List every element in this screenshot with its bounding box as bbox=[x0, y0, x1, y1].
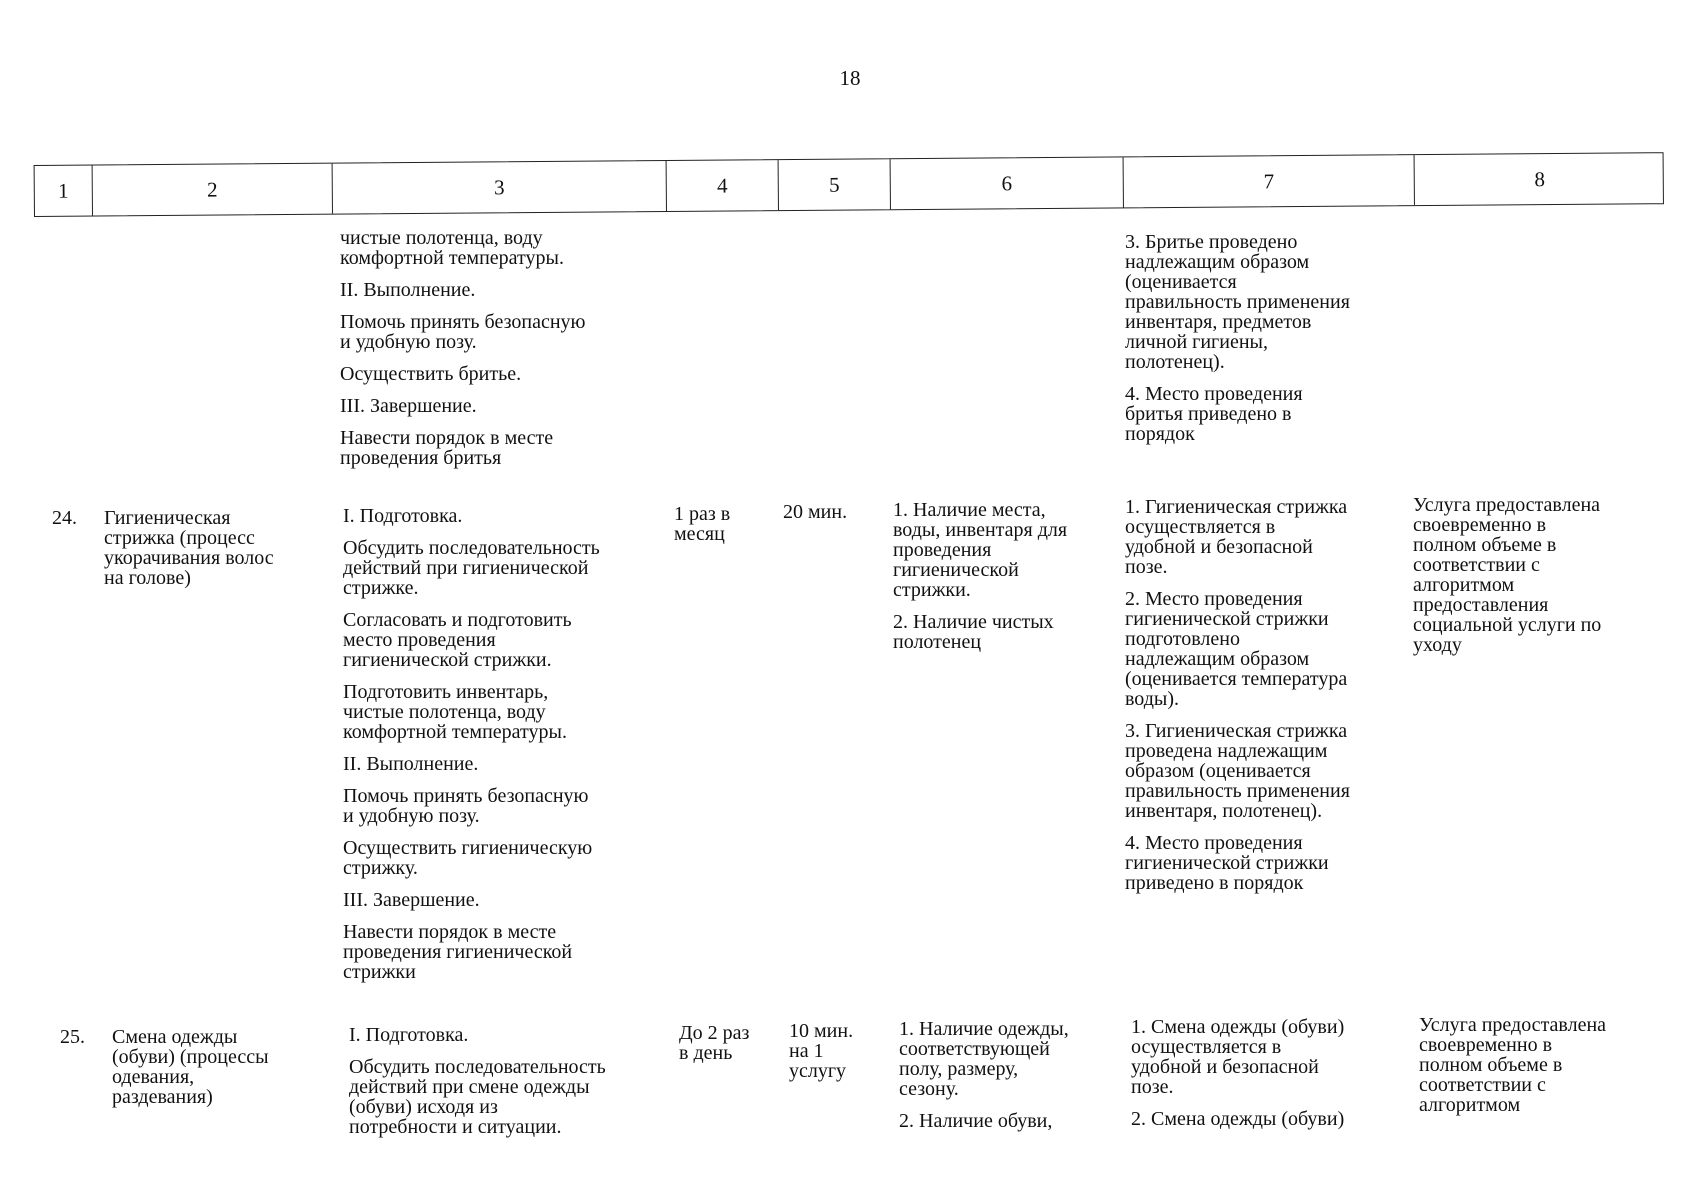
row-24-service-name: Гигиеническая стрижка (процесс укорачивания волос на голове) bbox=[104, 507, 274, 589]
row-24-evaluation: Услуга предоставлена своевременно в полном объеме в соответствии с алгоритмом предоставления социальной услуги по уходу bbox=[1413, 494, 1602, 656]
continuation-step: Навести порядок в месте проведения бритья bbox=[340, 427, 554, 469]
continuation-step: II. Выполнение. bbox=[340, 279, 476, 301]
step-item: Подготовить инвентарь, чистые полотенца, воду комфортной температуры. bbox=[343, 681, 567, 743]
quality-item: 3. Гигиеническая стрижка проведена надлежащим образом (оценивается правильность применения инвентаря, полотенец). bbox=[1125, 720, 1350, 822]
column-header-2: 2 bbox=[93, 164, 333, 216]
step-item: II. Выполнение. bbox=[343, 753, 479, 775]
row-25-frequency: До 2 раз в день bbox=[679, 1022, 750, 1064]
condition-item: 1. Наличие одежды, соответствующей полу, размеру, сезону. bbox=[899, 1018, 1069, 1100]
continuation-steps-cell bbox=[340, 228, 670, 468]
row-25-duration: 10 мин. на 1 услугу bbox=[789, 1020, 854, 1082]
step-item: Обсудить последовательность действий при гигиенической стрижке. bbox=[343, 537, 600, 599]
quality-item: 4. Место проведения гигиенической стрижки приведено в порядок bbox=[1125, 832, 1329, 894]
row-25-evaluation: Услуга предоставлена своевременно в полном объеме в соответствии с алгоритмом bbox=[1419, 1014, 1607, 1116]
row-24-quality-cell bbox=[1125, 497, 1415, 893]
column-header-row bbox=[34, 152, 1664, 217]
step-item: I. Подготовка. bbox=[343, 505, 463, 527]
condition-item: 2. Наличие чистых полотенец bbox=[893, 611, 1054, 653]
continuation-step: Осуществить бритье. bbox=[340, 363, 522, 385]
column-header-7: 7 bbox=[1124, 155, 1415, 207]
continuation-step: чистые полотенца, воду комфортной температуры. bbox=[340, 227, 564, 269]
continuation-step: III. Завершение. bbox=[340, 395, 477, 417]
quality-item: 1. Гигиеническая стрижка осуществляется в удобной и безопасной позе. bbox=[1125, 496, 1348, 578]
row-25-number: 25. bbox=[60, 1026, 85, 1048]
column-header-6: 6 bbox=[891, 157, 1124, 209]
column-header-3: 3 bbox=[333, 161, 667, 214]
row-25-service-name: Смена одежды (обуви) (процессы одевания, раздевания) bbox=[112, 1026, 269, 1108]
column-header-5: 5 bbox=[779, 159, 891, 210]
step-item: Помочь принять безопасную и удобную позу. bbox=[343, 785, 589, 827]
column-header-4: 4 bbox=[667, 160, 779, 211]
continuation-quality-item: 3. Бритье проведено надлежащим образом (оценивается правильность применения инвентаря, предметов личной гигиены, полотенец). bbox=[1125, 231, 1350, 373]
condition-item: 2. Наличие обуви, bbox=[899, 1110, 1053, 1132]
quality-item: 1. Смена одежды (обуви) осуществляется в удобной и безопасной позе. bbox=[1131, 1016, 1345, 1098]
column-header-1: 1 bbox=[35, 166, 93, 216]
continuation-step: Помочь принять безопасную и удобную позу. bbox=[340, 311, 586, 353]
page-number: 18 bbox=[839, 66, 861, 90]
step-item: I. Подготовка. bbox=[349, 1024, 469, 1046]
step-item: Согласовать и подготовить место проведения гигиенической стрижки. bbox=[343, 609, 572, 671]
continuation-quality-cell bbox=[1125, 232, 1415, 444]
condition-item: 1. Наличие места, воды, инвентаря для проведения гигиенической стрижки. bbox=[893, 499, 1068, 601]
step-item: Обсудить последовательность действий при смене одежды (обуви) исходя из потребности и ситуации. bbox=[349, 1056, 606, 1138]
row-24-duration: 20 мин. bbox=[783, 501, 848, 523]
step-item: Навести порядок в месте проведения гигиенической стрижки bbox=[343, 921, 573, 983]
step-item: III. Завершение. bbox=[343, 889, 480, 911]
continuation-quality-item: 4. Место проведения бритья приведено в порядок bbox=[1125, 383, 1303, 445]
row-25-quality-cell bbox=[1131, 1017, 1421, 1129]
row-24-frequency: 1 раз в месяц bbox=[674, 503, 731, 545]
row-24-steps-cell bbox=[343, 506, 673, 982]
row-25-conditions-cell bbox=[899, 1019, 1124, 1131]
column-header-8: 8 bbox=[1534, 166, 1546, 191]
step-item: Осуществить гигиеническую стрижку. bbox=[343, 837, 593, 879]
row-24-number: 24. bbox=[52, 507, 77, 529]
quality-item: 2. Смена одежды (обуви) bbox=[1131, 1108, 1345, 1130]
row-25-steps-cell bbox=[349, 1025, 679, 1137]
quality-item: 2. Место проведения гигиенической стрижки подготовлено надлежащим образом (оценивается температура воды). bbox=[1125, 588, 1348, 710]
row-24-conditions-cell bbox=[893, 500, 1118, 652]
